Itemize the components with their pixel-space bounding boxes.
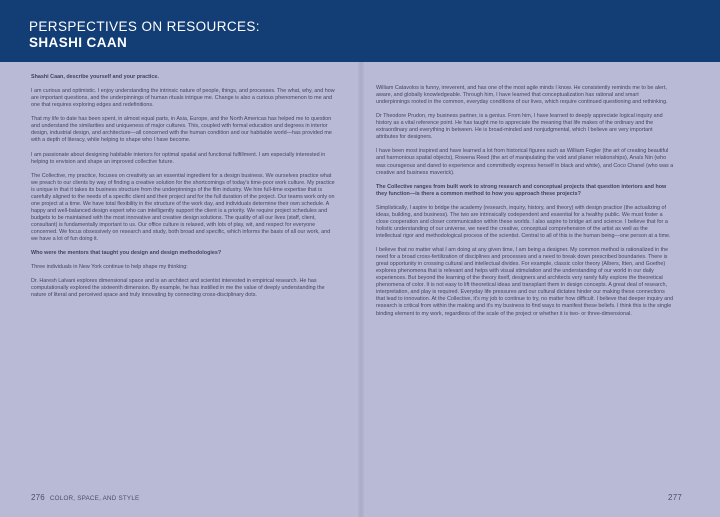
- page-gutter: [358, 62, 364, 517]
- header-title-line1: PERSPECTIVES ON RESOURCES:: [29, 19, 260, 34]
- left-folio: [31, 493, 139, 502]
- left-page-number: 276: [31, 493, 45, 502]
- left-running-title: COLOR, SPACE, AND STYLE: [49, 495, 140, 502]
- answer-paragraph: That my life to date has been spent, in almost equal parts, in Asia, Europe, and the North Americas has helped me to question and understand the similarities and uniqueness of major cultures. This, coupled with formal education and degrees in interior design, industrial design, and architecture—all concerned with the human condition and our habitable world—has provided me with a depth of literacy, while helping to shape who I have become.: [31, 116, 332, 144]
- right-page-number: 277: [668, 493, 682, 502]
- question-paragraph: Shashi Caan, describe yourself and your practice.: [31, 74, 159, 80]
- answer-paragraph: I am curious and optimistic. I enjoy understanding the intrinsic nature of people, things, and processes. The what, why, and how are important questions, and the underpinnings of human rituals intrigue me. Change is also a curious phenomenon to me and one that requires exploring edges and redefinitions.: [31, 88, 335, 109]
- answer-paragraph: The Collective, my practice, focuses on creativity as an essential ingredient for a design business. We ourselves practice what we preach to our clients by way of finding a creative solution for the shortcomings of today's time-poor work culture. My practice is unique in that it takes its business structure from the underpinnings of the film industry. We hire full-time expertise that is carefully aligned to the needs of a specific client and their project and for the full duration of the project. Our teams work only on one project at a time. We have total flexibility in the structure of the work day, and individuals determine their own schedule. A happy and well-balanced design expert who can intelligently support the client is a priority. We require project schedules and budgets to be maintained with the most innovative and creative design solutions. The quality of all our lives (staff, client, consultant) is fundamentally important to us. Our office culture is relaxed, with lots of play, wit, and respect for everyone concerned. We focus obsessively on research and study, both broad and specific, which informs the basis of all our work, and we have a lot of fun doing it.: [31, 172, 335, 243]
- answer-paragraph: Simplistically, I aspire to bridge the academy (research, inquiry, history, and theory) with design practice (the actualizing of ideas, building, and business). The two are intrinsically codependent and essential for a healthy public. We must foster a close cooperation and closer communication within these worlds. I also aspire to bridge art and science. I believe that for a holistic understanding of our universe, we need the creative, conceptual comprehension of the artist as well as the intellectual rigor and methodological process of the scientist. Central to all of this is the human being—one person at a time.: [376, 204, 671, 239]
- answer-paragraph: I have been most inspired and have learned a lot from historical figures such as William Fogler (the art of creating beautiful and harmonious spatial objects), Rowena Reed (the art of manipulating the void and planer relationships), Anaïs Nin (who was courageous and dared to experience and committedly express herself in black and white), and Coco Chanel (who was a creative and business maverick).: [376, 148, 674, 176]
- answer-paragraph: I believe that no matter what I am doing at any given time, I am being a designer. My common method is rationalized in the need for a broad cross-fertilization of disciplines and processes and a need to break down prescribed boundaries. There is great opportunity in crossing cultural and intellectual divides. For example, classic color theory (Albers, Itten, and Goethe) explores phenomena that is relevant and helps with visual stimulation and the understanding of our world in our daily experiences. But beyond the learning of the theory itself, designers and architects very rarely fully explore the theoretical phenomena of color. It is not easy to lift theoretical ideas and transplant them in design concepts. A great deal of research, interpretation, and play is required. Everyday life pressures and our cultural dictates hinder our making these connections that lead to innovation. At the Collective, it's my job to continue to try, no matter how difficult. I believe that deeper inquiry and research is critical from within the making and it's my business to find ways to manifest these beliefs. I think this is the single binding element to my work, regardless of the scale of the project or whether it is two- or three-dimensional.: [376, 247, 674, 317]
- answer-paragraph: Three individuals in New York continue to help shape my thinking:: [31, 264, 188, 271]
- answer-paragraph: Dr Theodore Prudon, my business partner, is a genius. From him, I have learned to deeply appreciate logical inquiry and history as a vital reference point. He has taught me to appreciate the meaning that life makes of the ordinary and the extraordinary and everything in between. He is broad-minded and nonjudgmental, which I believe are very important attributes for designers.: [376, 113, 663, 141]
- left-column: [31, 74, 337, 307]
- question-paragraph: Who were the mentors that taught you design and design methodologies?: [31, 250, 222, 257]
- question-paragraph: The Collective ranges from built work to strong research and conceptual projects that question interiors and how they function—is there a common method to how you approach these projects?: [376, 183, 667, 197]
- answer-paragraph: Dr. Haresh Lalvani explores dimensional space and is an architect and scientist interested in empirical research. He has computationally explored the sixteenth dimension. By example, he has instilled in me the value of deeply understanding the nature of literal and perceived space and truly innovating by connecting cross-disciplinary dots.: [31, 278, 325, 299]
- header-title-line2: SHASHI CAAN: [29, 35, 128, 50]
- header-banner: [0, 0, 720, 62]
- right-column: [376, 85, 674, 325]
- answer-paragraph: William Catavolos is funny, irreverent, and has one of the most agile minds I know. He consistently reminds me to be alert, aware, and globally knowledgeable. Through him, I have learned that conceptualization has rational and smart underpinnings rooted in the common, everyday conditions of our lives, which require continued questioning and rethinking.: [376, 85, 668, 106]
- answer-paragraph: I am passionate about designing habitable interiors for optimal spatial and functional fulfillment. I am especially interested in helping to envision and shape an improved collective future.: [31, 151, 326, 165]
